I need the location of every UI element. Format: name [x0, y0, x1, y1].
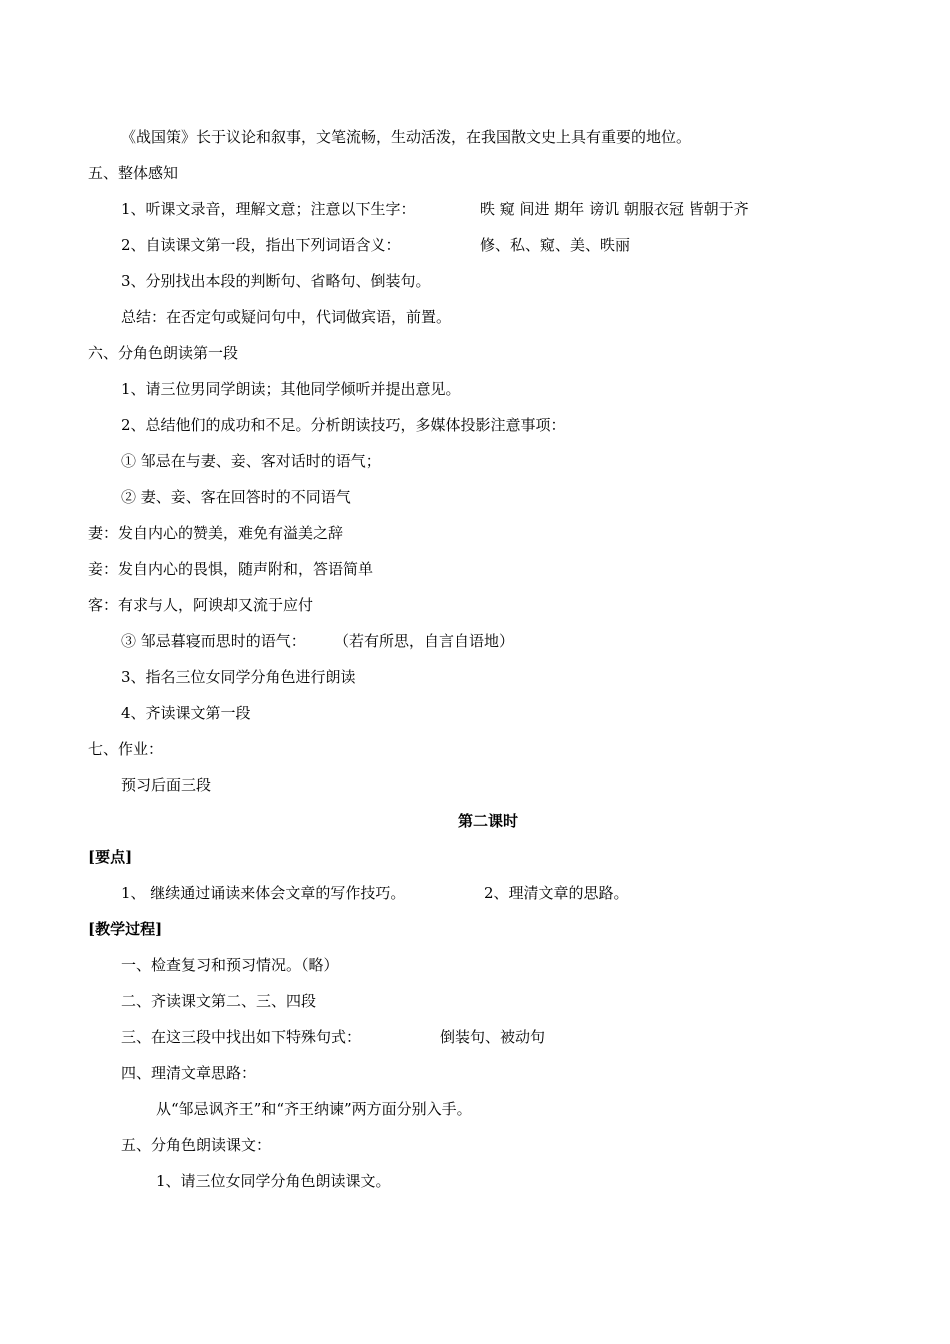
lesson-two-title: 第二课时 — [458, 812, 519, 830]
step-4: 四、理清文章思路： — [121, 1064, 257, 1082]
item-find-sentences: 3、分别找出本段的判断句、省略句、倒装句。 — [121, 272, 431, 290]
item-read-together: 4、齐读课文第一段 — [121, 704, 251, 722]
teaching-process-heading: [教学过程] — [88, 920, 163, 938]
key-point-2: 2、理清文章的思路。 — [484, 884, 629, 902]
tone-wife: 妻：发自内心的赞美，难免有溢美之辞 — [88, 524, 344, 542]
tone-guest: 客：有求与人，阿谀却又流于应付 — [88, 596, 314, 614]
summary-line: 总结：在否定句或疑问句中，代词做宾语，前置。 — [121, 308, 452, 326]
step-5: 五、分角色朗读课文： — [121, 1136, 272, 1154]
key-point-1: 1、 继续通过诵读来体会文章的写作技巧。 — [121, 884, 406, 902]
item-summarize: 2、总结他们的成功和不足。分析朗读技巧，多媒体投影注意事项： — [121, 416, 566, 434]
item-self-read: 2、自读课文第一段，指出下列词语含义： — [121, 236, 401, 254]
vocab-list: 修、私、窥、美、昳丽 — [480, 236, 631, 254]
key-points-heading: [要点] — [88, 848, 133, 866]
step-3-answer: 倒装句、被动句 — [440, 1028, 546, 1046]
item-listen-recording: 1、听课文录音，理解文意；注意以下生字： — [121, 200, 416, 218]
section-heading-7: 七、作业： — [88, 740, 164, 758]
step-5-item-1: 1、请三位女同学分角色朗读课文。 — [156, 1172, 391, 1190]
section-heading-5: 五、整体感知 — [88, 164, 179, 182]
note-1: ① 邹忌在与妻、妾、客对话时的语气； — [121, 452, 381, 470]
step-1: 一、检查复习和预习情况。（略） — [121, 956, 339, 974]
homework-item: 预习后面三段 — [121, 776, 212, 794]
note-3: ③ 邹忌暮寝而思时的语气： — [121, 632, 306, 650]
tone-concubine: 妾：发自内心的畏惧，随声附和，答语简单 — [88, 560, 374, 578]
new-characters-list: 昳 窥 间进 期年 谤讥 朝服衣冠 皆朝于齐 — [480, 200, 749, 218]
step-4-detail: 从“邹忌讽齐王”和“齐王纳谏”两方面分别入手。 — [156, 1100, 472, 1118]
item-girls-read: 3、指名三位女同学分角色进行朗读 — [121, 668, 356, 686]
step-2: 二、齐读课文第二、三、四段 — [121, 992, 317, 1010]
section-heading-6: 六、分角色朗读第一段 — [88, 344, 239, 362]
item-boys-read: 1、请三位男同学朗读；其他同学倾听并提出意见。 — [121, 380, 461, 398]
step-3: 三、在这三段中找出如下特殊句式： — [121, 1028, 362, 1046]
note-3-remark: （若有所思，自言自语地） — [334, 632, 515, 650]
paragraph-zhanguoce-intro: 《战国策》长于议论和叙事，文笔流畅，生动活泼，在我国散文史上具有重要的地位。 — [121, 128, 692, 146]
note-2: ② 妻、妾、客在回答时的不同语气 — [121, 488, 351, 506]
